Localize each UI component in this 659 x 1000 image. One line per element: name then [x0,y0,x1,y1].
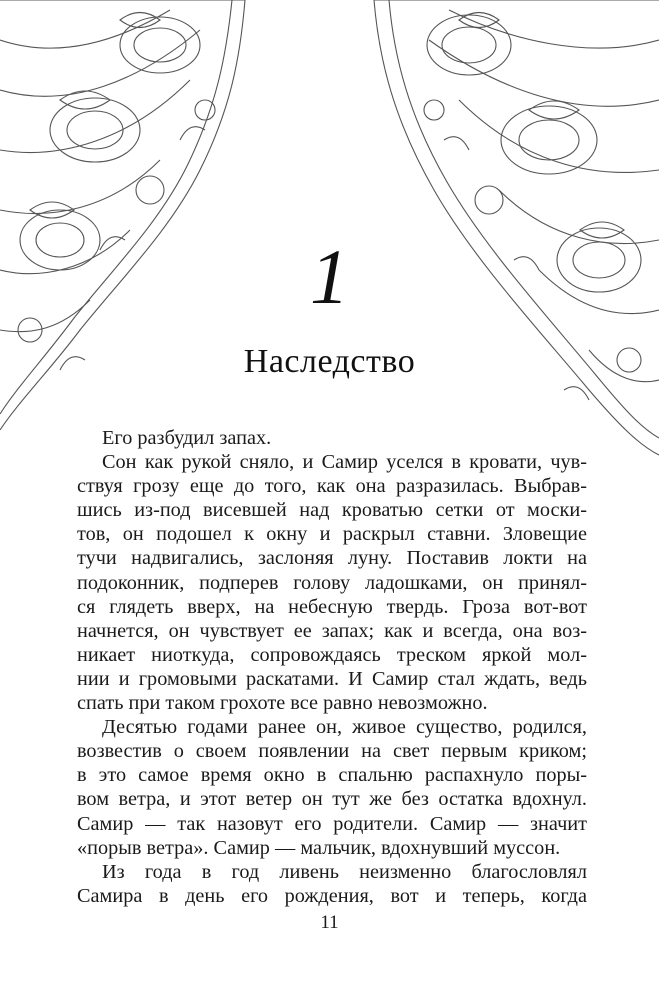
text-line: нии и громовыми раскатами. И Самир стал ждать, ведь [77,667,587,690]
floral-ornament-right [339,0,659,460]
text-line: никает ниоткуда, сопровождаясь треском яркой мол- [77,643,587,666]
text-line: «порыв ветра». Самир — мальчик, вдохнувший муссон. [77,836,561,859]
text-line: Самира в день его рождения, вот и теперь, когда [77,884,587,907]
chapter-number: 1 [310,233,349,320]
text-line: Из года в год ливень неизменно благословлял [102,860,587,883]
text-line: тов, он подошел к окну и раскрыл ставни. Зловещие [77,523,587,546]
chapter-title: Наследство [243,343,416,380]
text-line: в это самое время окно в спальню распахнуло поры- [77,764,587,787]
text-line: ствуя грозу еще до того, как она разразилась. Выбрав- [77,475,587,498]
text-line: ся глядеть вверх, на небесную твердь. Гроза вот-вот [77,595,587,618]
text-line: Самир — так назовут его родители. Самир — значит [77,812,587,835]
text-line: возвестив о своем появлении на свет первым криком; [77,740,587,763]
text-line: начнется, он чувствует ее запах; как и всегда, она воз- [77,619,587,642]
page-number: 11 [320,912,339,933]
text-line: Его разбудил запах. [102,427,272,449]
text-line: подоконник, подперев голову ладошками, он принял- [77,571,587,594]
text-line: Сон как рукой сняло, и Самир уселся в кровати, чув- [102,451,587,474]
body-text [77,426,587,908]
text-line: спать при таком грохоте все равно невозможно. [77,692,488,715]
text-line: Десятью годами ранее он, живое существо, родился, [102,716,587,739]
text-line: шись из-под висевшей над кроватью сетки от моски- [77,499,587,522]
text-line: тучи надвигались, заслоняя луну. Поставив локти на [77,547,587,570]
text-line: вом ветра, и этот ветер он тут же без остатка вдохнул. [77,788,587,811]
